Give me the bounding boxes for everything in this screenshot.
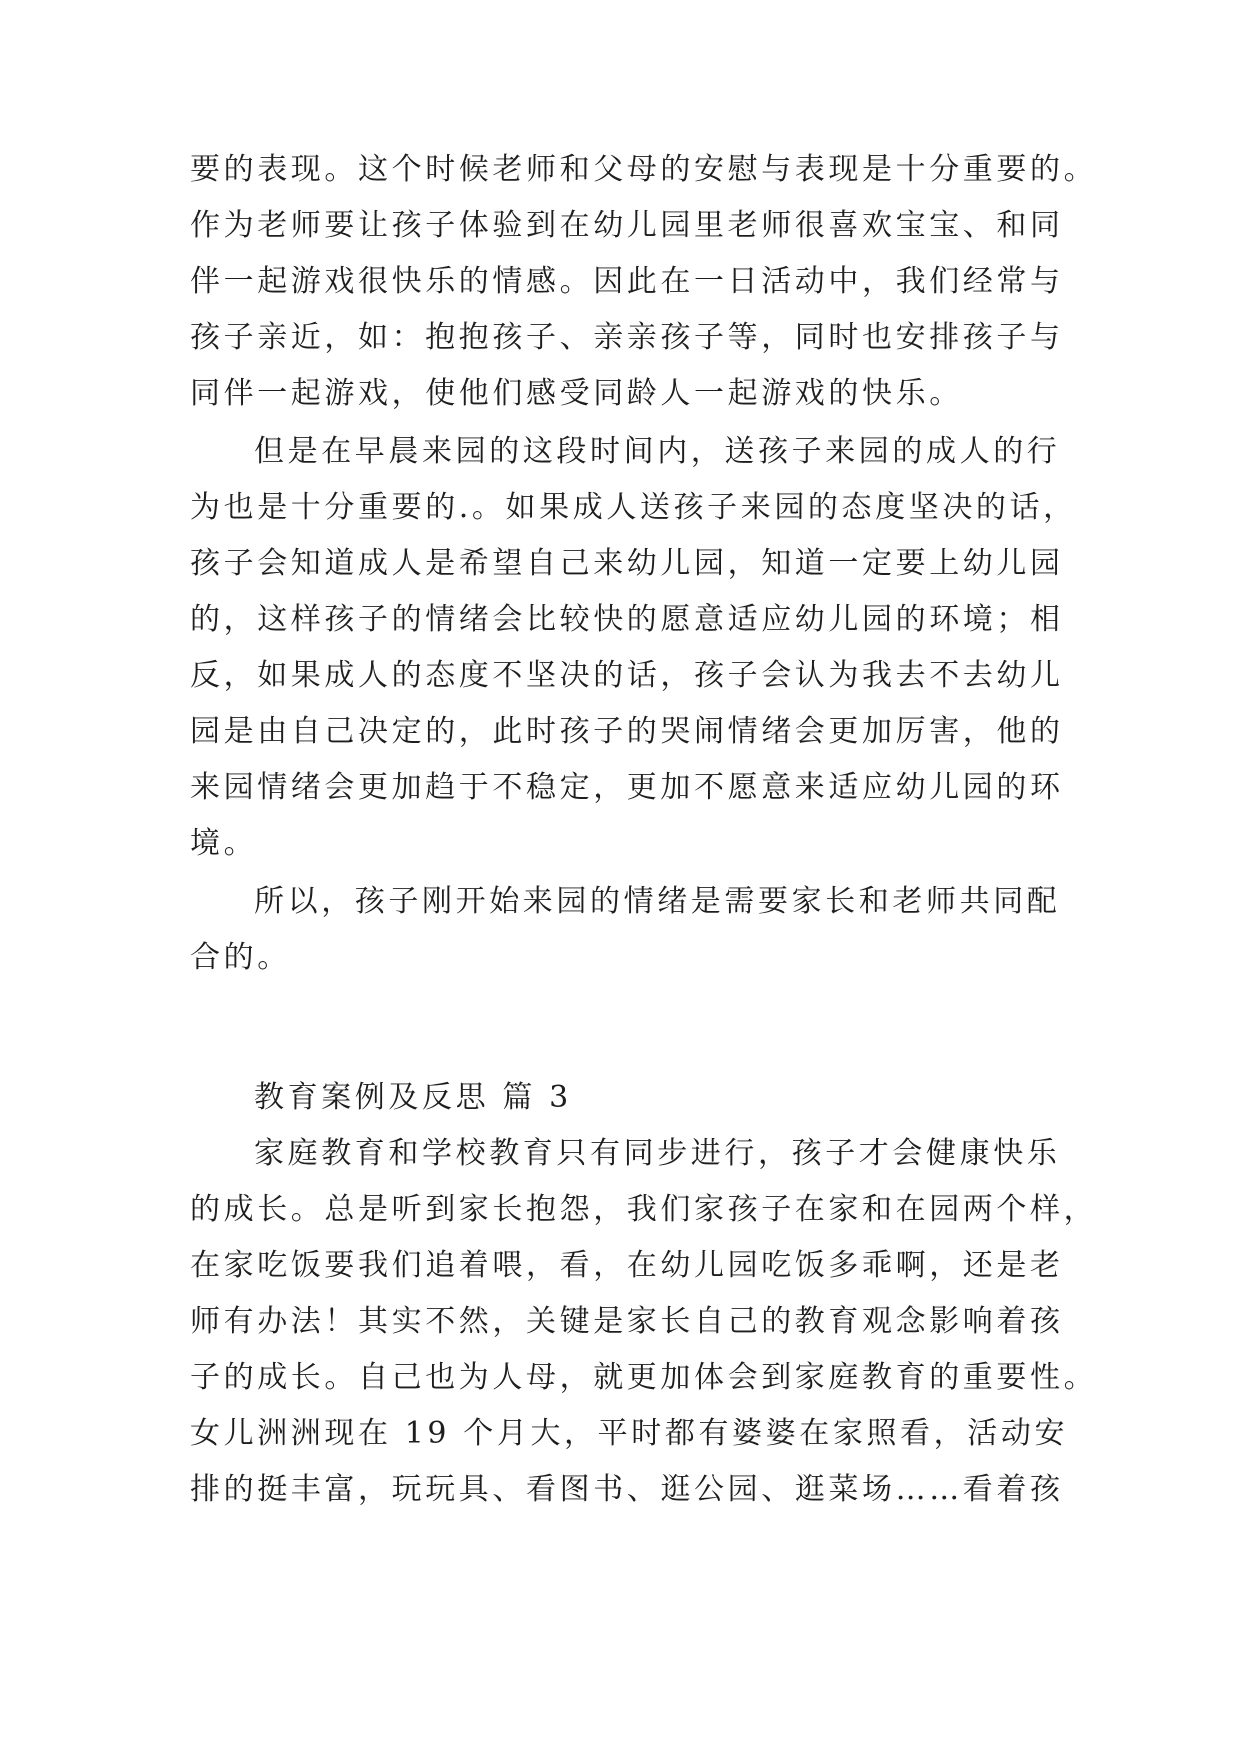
text-line: 师有办法！其实不然，关键是家长自己的教育观念影响着孩 — [190, 1304, 1064, 1339]
text-line: 要的表现。这个时候老师和父母的安慰与表现是十分重要的。 — [190, 152, 1098, 187]
paragraph-start-line: 家庭教育和学校教育只有同步进行，孩子才会健康快乐 — [254, 1136, 1061, 1171]
text-line: 子的成长。自己也为人母，就更加体会到家庭教育的重要性。 — [190, 1360, 1098, 1395]
text-line: 为也是十分重要的.。如果成人送孩子来园的态度坚决的话， — [190, 490, 1077, 525]
text-line: 反，如果成人的态度不坚决的话，孩子会认为我去不去幼儿 — [190, 658, 1064, 693]
text-line: 来园情绪会更加趋于不稳定，更加不愿意来适应幼儿园的环 — [190, 770, 1064, 805]
paragraph-start-line: 所以，孩子刚开始来园的情绪是需要家长和老师共同配 — [254, 884, 1061, 919]
text-line: 同伴一起游戏，使他们感受同龄人一起游戏的快乐。 — [190, 376, 963, 411]
text-line: 作为老师要让孩子体验到在幼儿园里老师很喜欢宝宝、和同 — [190, 208, 1064, 243]
text-line: 的成长。总是听到家长抱怨，我们家孩子在家和在园两个样， — [190, 1192, 1098, 1227]
paragraph-start-line: 但是在早晨来园的这段时间内，送孩子来园的成人的行 — [254, 434, 1061, 469]
text-line: 在家吃饭要我们追着喂，看，在幼儿园吃饭多乖啊，还是老 — [190, 1248, 1064, 1283]
text-line: 的，这样孩子的情绪会比较快的愿意适应幼儿园的环境；相 — [190, 602, 1064, 637]
text-line: 合的。 — [190, 940, 291, 975]
text-line: 孩子亲近，如：抱抱孩子、亲亲孩子等，同时也安排孩子与 — [190, 320, 1064, 355]
text-line: 伴一起游戏很快乐的情感。因此在一日活动中，我们经常与 — [190, 264, 1064, 299]
section-heading: 教育案例及反思 篇 3 — [254, 1080, 572, 1115]
text-line: 园是由自己决定的，此时孩子的哭闹情绪会更加厉害，他的 — [190, 714, 1064, 749]
text-line: 境。 — [190, 826, 258, 861]
text-line: 排的挺丰富，玩玩具、看图书、逛公园、逛菜场……看着孩 — [190, 1472, 1064, 1507]
text-line: 孩子会知道成人是希望自己来幼儿园，知道一定要上幼儿园 — [190, 546, 1064, 581]
text-line: 女儿洲洲现在 19 个月大，平时都有婆婆在家照看，活动安 — [190, 1416, 1069, 1451]
